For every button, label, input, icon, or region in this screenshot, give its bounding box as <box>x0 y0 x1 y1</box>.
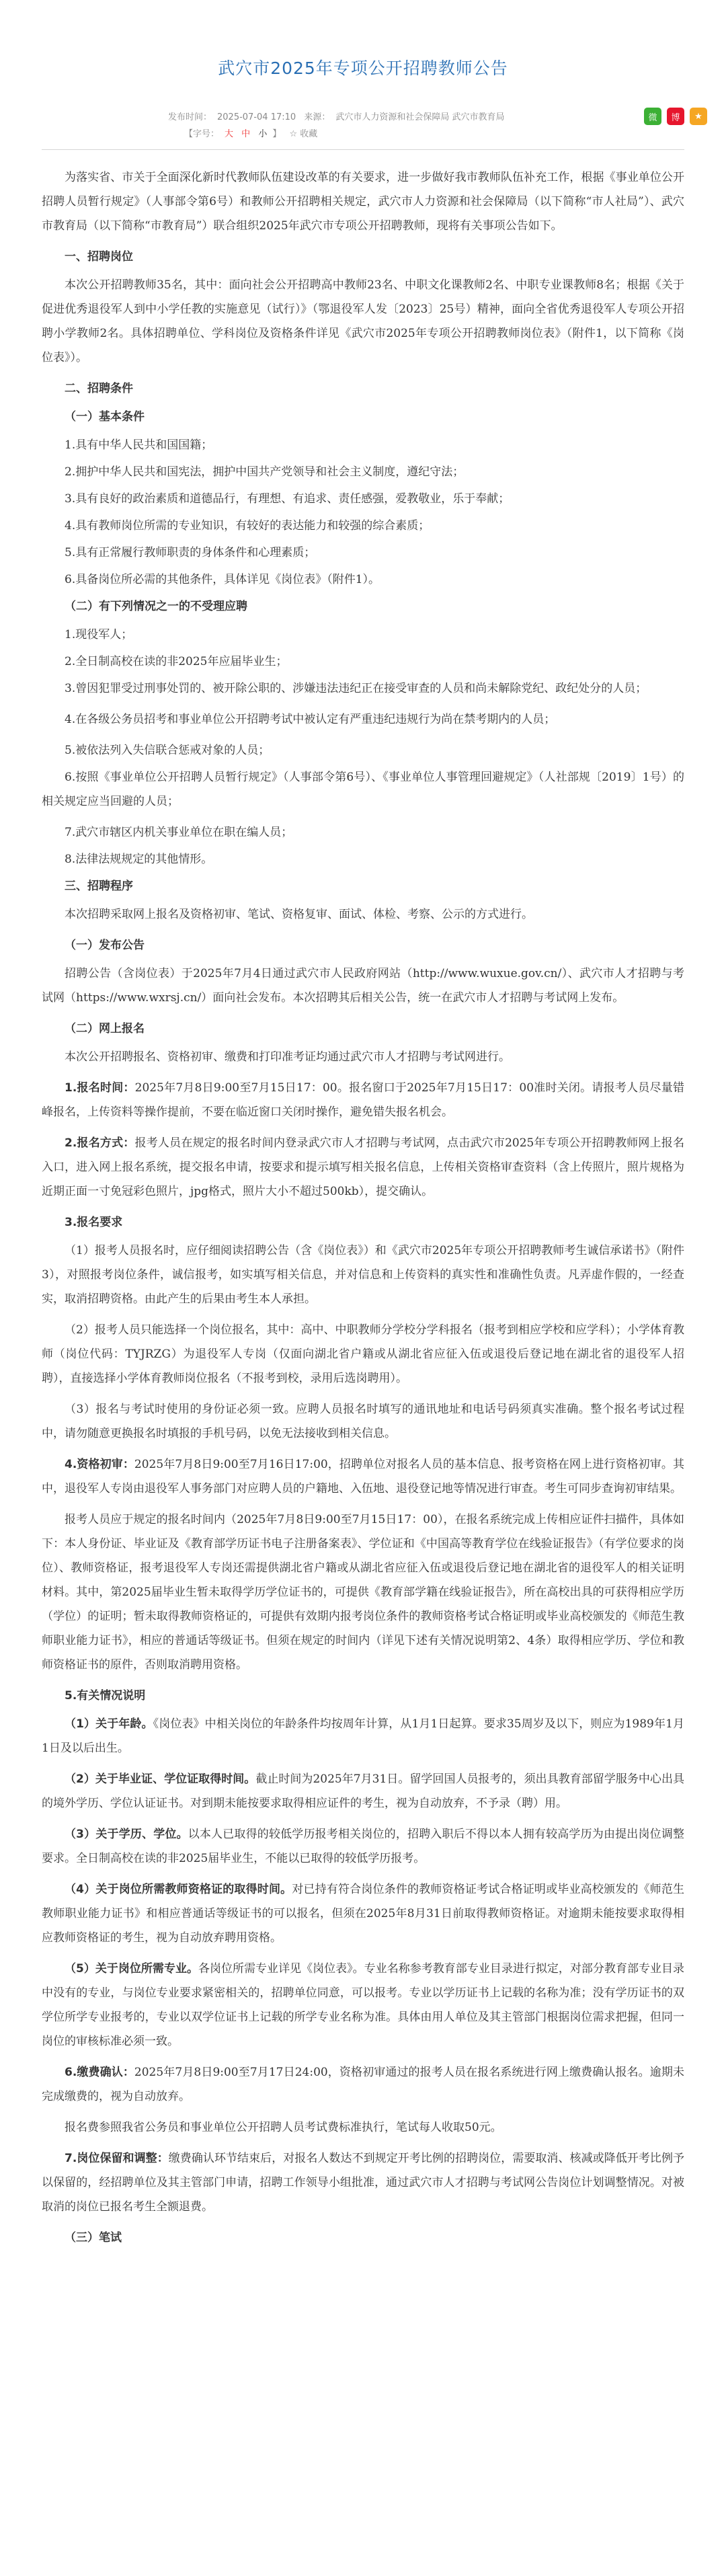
note-label: （2）关于毕业证、学位证取得时间。 <box>65 1772 256 1786</box>
online-registration-text: 本次公开招聘报名、资格初审、缴费和打印准考证均通过武穴市人才招聘与考试网进行。 <box>65 1050 510 1064</box>
written-exam-title: （三）笔试 <box>65 2231 122 2245</box>
registration-requirement: （1）报考人员报名时，应仔细阅读招聘公告（含《岗位表》）和《武穴市2025年专项公开招聘教师考生诚信承诺书》（附件3），对照报考岗位条件，诚信报考，如实填写相关信息，并对信息和上传资料的真实性和准确性负责。凡弄虚作假的，一经查实，取消招聘资格。由此产生的后果由考生本人承担。 <box>42 1244 684 1306</box>
section-1-title: 一、招聘岗位 <box>65 250 133 264</box>
basic-item: 2.拥护中华人民共和国宪法，拥护中国共产党领导和社会主义制度，遵纪守法； <box>65 465 465 479</box>
publish-time: 2025-07-04 17:10 <box>217 112 296 122</box>
online-registration-title: （二）网上报名 <box>65 1022 145 1036</box>
note-item <box>42 1957 684 2054</box>
basic-item: 5.具有正常履行教师职责的身体条件和心理素质； <box>65 546 316 559</box>
registration-time <box>42 1076 684 1124</box>
font-size-big-link[interactable]: 大 <box>225 129 234 139</box>
note-text: 截止时间为2025年7月31日。留学回国人员报考的，须出具教育部留学服务中心出具的境外学历、学位认证证书。对到期未能按要求取得相应证件的考生，视为自动放弃，不予录（聘）用。 <box>42 1772 685 1810</box>
font-size-label: 【字号： <box>184 129 220 139</box>
article-meta <box>168 110 598 139</box>
qualification-review-text: 2025年7月8日9:00至7月16日17:00，招聘单位对报名人员的基本信息、报考资格在网上进行资格初审。其中，退役军人专岗由退役军人事务部门对应聘人员的户籍地、入伍地、退役登记地等情况进行审查。考生可同步查询初审结果。 <box>42 1458 684 1495</box>
section-2-title: 二、招聘条件 <box>65 382 133 395</box>
payment-confirmation <box>42 2060 684 2109</box>
note-text: 《岗位表》中相关岗位的年龄条件均按周年计算，从1月1日起算。要求35周岁及以下，则应为1989年1月1日及以后出生。 <box>42 1717 684 1755</box>
note-item <box>42 1822 684 1871</box>
star-share-icon[interactable]: ★ <box>690 108 707 125</box>
payment-label: 6.缴费确认： <box>65 2066 134 2079</box>
registration-requirement: （3）报名与考试时使用的身份证必须一致。应聘人员报名时填写的通讯地址和电话号码须真实准确。整个报名考试过程中，请勿随意更换报名时填报的手机号码，以免无法接收到相关信息。 <box>42 1403 684 1440</box>
note-item <box>42 1767 684 1816</box>
payment-fee: 报名费参照我省公务员和事业单位公开招聘人员考试费标准执行，笔试每人收取50元。 <box>65 2121 502 2134</box>
note-label: （4）关于岗位所需教师资格证的取得时间。 <box>65 1883 292 1896</box>
note-label: （1）关于年龄。 <box>65 1717 153 1731</box>
qualification-review <box>42 1452 684 1501</box>
source-label: 来源： <box>304 112 331 122</box>
intro-paragraph: 为落实省、市关于全面深化新时代教师队伍建设改革的有关要求，进一步做好我市教师队伍补充工作，根据《事业单位公开招聘人员暂行规定》（人事部令第6号）和教师公开招聘相关规定，武穴市人力资源和社会保障局（以下简称“市人社局”）、武穴市教育局（以下简称“市教育局”）联合组织2025年武穴市专项公开招聘教师，现将有关事项公告如下。 <box>42 171 684 233</box>
registration-time-label: 1.报名时间： <box>65 1081 135 1095</box>
qualification-review-documents: 报考人员应于规定的报名时间内（2025年7月8日9:00至7月15日17：00），在报名系统完成上传相应证件扫描件，具体如下：本人身份证、毕业证及《教育部学历证书电子注册备案表》、学位证和《中国高等教育学位在线验证报告》（有学位要求的岗位）、教师资格证，报考退役军人专岗还需提供湖北省户籍或从湖北省应征入伍或退役后登记地在湖北省的退役军人的相关证明材料。其中，第2025届毕业生暂未取得学历学位证书的，可提供《教育部学籍在线验证报告》，所在高校出具的可获得相应学历（学位）的证明；暂未取得教师资格证的，可提供有效期内报考岗位条件的教师资格考试合格证明或毕业高校颁发的《师范生教师职业能力证书》，相应的普通话等级证书。但须在规定的时间内（详见下述有关情况说明第2、4条）取得相应学历、学位和教师资格证书的原件，否则取消聘用资格。 <box>42 1513 684 1672</box>
notes-title: 5.有关情况说明 <box>65 1689 146 1703</box>
publish-notice-text: 招聘公告（含岗位表）于2025年7月4日通过武穴市人民政府网站（http://www.wuxue.gov.cn/）、武穴市人才招聘与考试网（https://www.wxrsj.cn/）面向社会发布。本次招聘其后相关公告，统一在武穴市人才招聘与考试网上发布。 <box>42 967 684 1005</box>
registration-requirements-title: 3.报名要求 <box>65 1216 123 1229</box>
position-adjustment-text: 缴费确认环节结束后，对报名人数达不到规定开考比例的招聘岗位，需要取消、核减或降低开考比例予以保留的，经招聘单位及其主管部门申请，招聘工作领导小组批准，通过武穴市人才招聘与考试网公告岗位计划调整情况。对被取消的岗位已报名考生全额退费。 <box>42 2152 684 2214</box>
registration-method-label: 2.报名方式： <box>65 1136 135 1150</box>
basic-item: 6.具备岗位所必需的其他条件，具体详见《岗位表》（附件1）。 <box>65 573 380 586</box>
divider <box>42 149 684 150</box>
note-item <box>42 1877 684 1950</box>
font-size-close: 】 <box>272 129 282 139</box>
exclusion-item: 4.在各级公务员招考和事业单位公开招聘考试中被认定有严重违纪违规行为尚在禁考期内的人员； <box>65 713 556 726</box>
font-size-mid-link[interactable]: 中 <box>241 129 251 139</box>
note-text: 各岗位所需专业详见《岗位表》。专业名称参考教育部专业目录进行拟定，对部分教育部专业目录中没有的专业，与岗位专业要求紧密相关的，招聘单位同意，可以报考。专业以学历证书上记载的名称为准；没有学历证书的双学位所学专业报考的，专业以双学位证书上记载的所学专业名称为准。具体由用人单位及其主管部门根据岗位需求把握，但同一岗位的审核标准必须一致。 <box>42 1962 685 2048</box>
exclusion-item: 5.被依法列入失信联合惩戒对象的人员； <box>65 744 270 757</box>
registration-method <box>42 1131 684 1204</box>
favorite-link[interactable]: ☆ 收藏 <box>289 129 318 139</box>
source-value: 武穴市人力资源和社会保障局 武穴市教育局 <box>335 112 505 122</box>
exclusion-item: 1.现役军人； <box>65 628 133 641</box>
publish-label: 发布时间： <box>168 112 212 122</box>
qualification-review-label: 4.资格初审： <box>65 1458 134 1471</box>
note-label: （5）关于岗位所需专业。 <box>65 1962 198 1976</box>
weibo-share-icon[interactable]: 博 <box>667 108 684 125</box>
section-3-text: 本次招聘采取网上报名及资格初审、笔试、资格复审、面试、体检、考察、公示的方式进行。 <box>65 908 533 921</box>
registration-time-text: 2025年7月8日9:00至7月15日17：00。报名窗口于2025年7月15日17：00准时关闭。请报考人员尽量错峰报名，上传资料等操作提前，不要在临近窗口关闭时操作，避免错失报名机会。 <box>42 1081 684 1119</box>
position-adjustment <box>42 2146 684 2219</box>
basic-item: 1.具有中华人民共和国国籍； <box>65 438 213 452</box>
exclusion-title: （二）有下列情况之一的不受理应聘 <box>65 600 247 613</box>
note-item <box>42 1712 684 1760</box>
publish-notice-title: （一）发布公告 <box>65 939 145 952</box>
basic-conditions-title: （一）基本条件 <box>65 410 145 424</box>
section-3-title: 三、招聘程序 <box>65 880 133 893</box>
article-body <box>42 165 684 2254</box>
registration-requirement: （2）报考人员只能选择一个岗位报名，其中：高中、中职教师分学校分学科报名（报考到相应学校和应学科）；小学体育教师（岗位代码：TYJRZG）为退役军人专岗（仅面向湖北省户籍或从湖北省应征入伍或退役后登记地在湖北省的退役军人招聘），直接选择小学体育教师岗位报名（不报考到校，录用后选岗聘用）。 <box>42 1323 684 1385</box>
note-label: （3）关于学历、学位。 <box>65 1828 188 1841</box>
exclusion-item: 3.曾因犯罪受过刑事处罚的、被开除公职的、涉嫌违法违纪正在接受审查的人员和尚未解除党纪、政纪处分的人员； <box>65 682 647 695</box>
exclusion-item: 2.全日制高校在读的非2025年应届毕业生； <box>65 655 288 668</box>
page-title: 武穴市2025年专项公开招聘教师公告 <box>218 58 508 78</box>
note-text: 以本人已取得的较低学历报考相关岗位的，招聘入职后不得以本人拥有较高学历为由提出岗位调整要求。全日制高校在读的非2025届毕业生，不能以已取得的较低学历报考。 <box>42 1828 684 1865</box>
wechat-share-icon[interactable]: 微 <box>644 108 661 125</box>
exclusion-item: 8.法律法规规定的其他情形。 <box>65 853 213 866</box>
payment-text: 2025年7月8日9:00至7月17日24:00，资格初审通过的报考人员在报名系统进行网上缴费确认报名。逾期未完成缴费的，视为自动放弃。 <box>42 2066 684 2103</box>
position-adjustment-label: 7.岗位保留和调整： <box>65 2152 169 2165</box>
note-text: 对已持有符合岗位条件的教师资格证考试合格证明或毕业高校颁发的《师范生教师职业能力证书》和相应普通话等级证书的可以报名，但须在2025年8月31日前取得教师资格证。对逾期未能按要求取得相应教师资格证的考生，视为自动放弃聘用资格。 <box>42 1883 685 1945</box>
font-size-small-link[interactable]: 小 <box>258 129 268 139</box>
exclusion-item: 7.武穴市辖区内机关事业单位在职在编人员； <box>65 826 293 839</box>
registration-method-text: 报考人员在规定的报名时间内登录武穴市人才招聘与考试网，点击武穴市2025年专项公开招聘教师网上报名入口，进入网上报名系统，提交报名申请，按要求和提示填写相关报名信息，上传相关资格审查资料（含上传照片，照片规格为近期正面一寸免冠彩色照片，jpg格式，照片大小不超过500kb），提交确认。 <box>42 1136 684 1198</box>
basic-item: 4.具有教师岗位所需的专业知识，有较好的表达能力和较强的综合素质； <box>65 519 430 533</box>
exclusion-item: 6.按照《事业单位公开招聘人员暂行规定》（人事部令第6号）、《事业单位人事管理回避规定》（人社部规〔2019〕1号）的相关规定应当回避的人员； <box>42 771 684 808</box>
section-1-text: 本次公开招聘教师35名，其中：面向社会公开招聘高中教师23名、中职文化课教师2名、中职专业课教师8名；根据《关于促进优秀退役军人到中小学任教的实施意见（试行）》（鄂退役军人发〔2023〕25号）精神，面向全省优秀退役军人专项公开招聘小学教师2名。具体招聘单位、学科岗位及资格条件详见《武穴市2025年专项公开招聘教师岗位表》（附件1，以下简称《岗位表》）。 <box>42 278 684 364</box>
share-bar <box>644 108 707 125</box>
basic-item: 3.具有良好的政治素质和道德品行，有理想、有追求、责任感强，爱教敬业，乐于奉献； <box>65 492 510 506</box>
